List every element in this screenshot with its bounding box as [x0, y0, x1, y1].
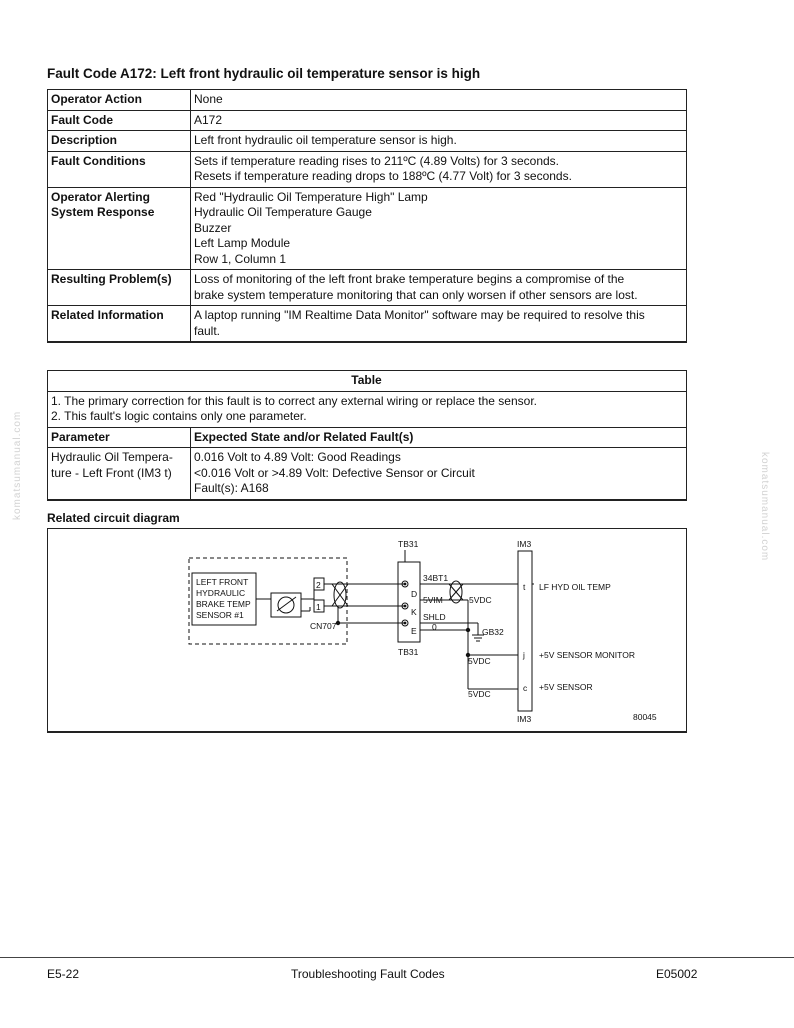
- row-value-line: Buzzer: [194, 220, 232, 235]
- footer-page-number: E5-22: [47, 967, 80, 981]
- ground-label: GB32: [482, 627, 504, 637]
- row-value: [191, 90, 687, 111]
- thermistor-icon: [278, 597, 294, 613]
- tb31-pin-d: D: [411, 589, 418, 599]
- row-value: [191, 187, 687, 270]
- row-label: Related Information: [48, 306, 191, 343]
- signal-label-sensor-monitor: +5V SENSOR MONITOR: [539, 650, 635, 660]
- table-row: [48, 448, 687, 500]
- row-label: Operator Action: [48, 90, 191, 111]
- row-value-line: Resets if temperature reading drops to 188ºC (4.77 Volt) for 3 seconds.: [194, 169, 572, 183]
- expected-state-line: <0.016 Volt or >4.89 Volt: Defective Sensor or Circuit: [194, 465, 475, 480]
- row-value: [191, 131, 687, 152]
- parameter-name: [48, 448, 191, 500]
- row-label: Operator Alerting System Response: [48, 187, 191, 270]
- tb31-bottom-label: TB31: [398, 647, 419, 657]
- note-line: 2. This fault's logic contains only one parameter.: [51, 409, 307, 423]
- row-value-line: Left front hydraulic oil temperature sensor is high.: [194, 133, 457, 147]
- voltage-label: 5VDC: [468, 656, 491, 666]
- table-row: [48, 131, 687, 152]
- expected-state: [191, 448, 687, 500]
- row-value-line: Row 1, Column 1: [194, 251, 287, 266]
- im3-top-label: IM3: [517, 539, 532, 549]
- im3-bottom-label: IM3: [517, 714, 532, 724]
- watermark-right: komatsumanual.com: [759, 452, 770, 562]
- tb31-pin-e: E: [411, 626, 417, 636]
- im3-pin-j: j: [523, 650, 525, 660]
- row-value-line: None: [194, 92, 223, 106]
- wire-label-shld: SHLD: [423, 612, 446, 622]
- parameter-table: [47, 370, 687, 501]
- parameter-table-header: Table: [48, 371, 687, 392]
- wire-label-34bt1: 34BT1: [423, 573, 449, 583]
- row-label: Fault Conditions: [48, 151, 191, 187]
- row-label: Resulting Problem(s): [48, 270, 191, 306]
- figure-id: 80045: [633, 712, 657, 722]
- sensor-label-line: BRAKE TEMP: [196, 599, 251, 609]
- signal-label-lf-hyd-oil-temp: LF HYD OIL TEMP: [539, 582, 611, 592]
- row-value-line: brake system temperature monitoring that can only worsen if other sensors are lost.: [194, 287, 638, 302]
- row-label: Description: [48, 131, 191, 152]
- connector-label: CN707: [310, 621, 337, 631]
- circuit-diagram-svg: [48, 529, 686, 731]
- im3-pin-c: c: [523, 683, 528, 693]
- row-value: [191, 270, 687, 306]
- footer-doc-code: E05002: [656, 967, 698, 981]
- connector-pin-2: 2: [316, 580, 321, 590]
- table-row: [48, 187, 687, 270]
- watermark-left: komatsumanual.com: [12, 410, 23, 520]
- row-value-line: fault.: [194, 323, 221, 338]
- row-value: [191, 110, 687, 131]
- voltage-label: 5VDC: [468, 689, 491, 699]
- parameter-table-notes: [48, 391, 687, 427]
- row-value-line: Hydraulic Oil Temperature Gauge: [194, 205, 372, 219]
- expected-state-line: 0.016 Volt to 4.89 Volt: Good Readings: [194, 450, 401, 464]
- row-value: [191, 151, 687, 187]
- parameter-name-line: ture - Left Front (IM3 t): [51, 465, 172, 480]
- row-value-line: Sets if temperature reading rises to 211ºC (4.89 Volts) for 3 seconds.: [194, 153, 560, 168]
- row-label: Fault Code: [48, 110, 191, 131]
- tb31-top-label: TB31: [398, 539, 419, 549]
- column-header-parameter: Parameter: [48, 427, 191, 448]
- voltage-label: 5VDC: [469, 595, 492, 605]
- footer-section-title: Troubleshooting Fault Codes: [291, 967, 445, 981]
- page-title: Fault Code A172: Left front hydraulic oil temperature sensor is high: [47, 66, 481, 81]
- wire-label-5vim: 5VIM: [423, 595, 443, 605]
- row-value-line: A laptop running "IM Realtime Data Monitor" software may be required to resolve this: [194, 308, 645, 322]
- expected-state-line: Fault(s): A168: [194, 481, 269, 495]
- sensor-label-line: HYDRAULIC: [196, 588, 246, 598]
- parameter-name-line: Hydraulic Oil Tempera-: [51, 450, 173, 464]
- row-value-line: Left Lamp Module: [194, 236, 291, 250]
- table-row: [48, 151, 687, 187]
- note-line: 1. The primary correction for this fault is to correct any external wiring or replace the sensor.: [51, 393, 537, 408]
- tb31-terminal-block: [398, 562, 420, 642]
- table-row: [48, 306, 687, 343]
- row-value: [191, 306, 687, 343]
- connector-pin-1: 1: [316, 602, 321, 612]
- table-row: [48, 90, 687, 111]
- footer-rule: [0, 957, 794, 958]
- tb31-pin-k: K: [411, 607, 417, 617]
- signal-label-sensor: +5V SENSOR: [539, 682, 593, 692]
- im3-pin-t: t: [523, 582, 526, 592]
- row-value-line: A172: [194, 112, 223, 127]
- fault-info-table: [47, 89, 687, 343]
- diagram-caption: Related circuit diagram: [47, 511, 180, 525]
- row-value-line: Red "Hydraulic Oil Temperature High" Lamp: [194, 189, 428, 204]
- wire-label-0: 0: [432, 622, 437, 632]
- column-header-expected-state: Expected State and/or Related Fault(s): [191, 427, 687, 448]
- sensor-label-line: LEFT FRONT: [196, 577, 249, 587]
- sensor-label-line: SENSOR #1: [196, 610, 244, 620]
- circuit-diagram: [47, 528, 687, 733]
- table-row: [48, 270, 687, 306]
- table-row: [48, 110, 687, 131]
- row-value-line: Loss of monitoring of the left front brake temperature begins a compromise of the: [194, 272, 625, 286]
